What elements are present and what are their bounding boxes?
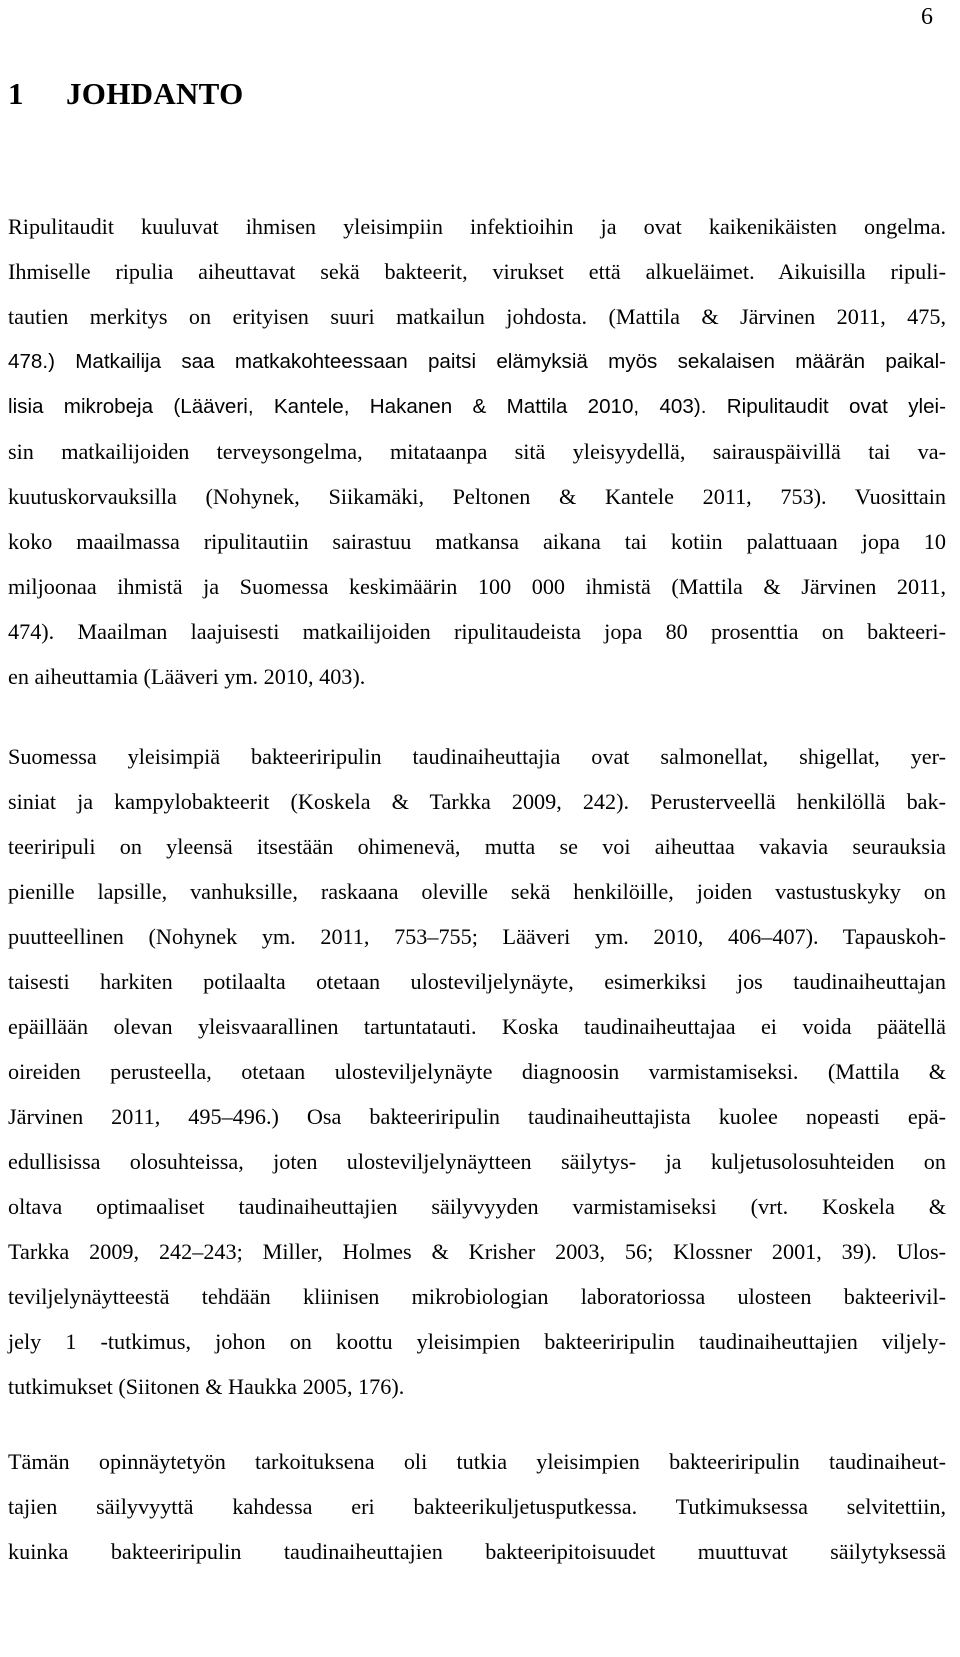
text-line: siniat ja kampylobakteerit (Koskela & Tarkka 2009, 242). Perusterveellä henkilöllä bak- <box>8 789 946 814</box>
text-line: sin matkailijoiden terveysongelma, mitataanpa sitä yleisyydellä, sairauspäivillä tai va- <box>8 439 946 464</box>
paragraph-bacteria <box>8 734 946 1409</box>
text-line: teeriripuli on yleensä itsestään ohimenevä, mutta se voi aiheuttaa vakavia seurauksia <box>8 834 946 859</box>
text-line: kuutuskorvauksilla (Nohynek, Siikamäki, Peltonen & Kantele 2011, 753). Vuosittain <box>8 484 946 509</box>
chapter-heading <box>8 74 244 114</box>
text-line: en aiheuttamia (Lääveri ym. 2010, 403). <box>8 664 366 689</box>
text-line: oireiden perusteella, otetaan ulosteviljelynäyte diagnoosin varmistamiseksi. (Mattila & <box>8 1059 946 1084</box>
text-line: kuinka bakteeriripulin taudinaiheuttajien bakteeripitoisuudet muuttuvat säilytyksessä <box>8 1539 946 1564</box>
text-line: lisia mikrobeja (Lääveri, Kantele, Hakanen & Mattila 2010, 403). Ripulitaudit ovat ylei- <box>8 395 946 418</box>
text-line: 478.) Matkailija saa matkakohteessaan paitsi elämyksiä myös sekalaisen määrän paikal- <box>8 350 946 373</box>
text-line: teviljelynäytteestä tehdään kliinisen mikrobiologian laboratoriossa ulosteen bakteerivil- <box>8 1284 946 1309</box>
text-line: oltava optimaaliset taudinaiheuttajien säilyvyyden varmistamiseksi (vrt. Koskela & <box>8 1194 946 1219</box>
chapter-number: 1 <box>8 76 24 111</box>
text-line: Suomessa yleisimpiä bakteeriripulin taudinaiheuttajia ovat salmonellat, shigellat, yer- <box>8 744 946 769</box>
text-line: epäillään olevan yleisvaarallinen tartuntatauti. Koska taudinaiheuttajaa ei voida päätellä <box>8 1014 946 1039</box>
text-line: tajien säilyvyyttä kahdessa eri bakteerikuljetusputkessa. Tutkimuksessa selvitettiin, <box>8 1494 946 1519</box>
text-line: Ripulitaudit kuuluvat ihmisen yleisimpiin infektioihin ja ovat kaikenikäisten ongelma. <box>8 214 946 239</box>
text-line: puutteellinen (Nohynek ym. 2011, 753–755; Lääveri ym. 2010, 406–407). Tapauskoh- <box>8 924 946 949</box>
paragraph-introduction <box>8 204 946 699</box>
text-line: pienille lapsille, vanhuksille, raskaana oleville sekä henkilöille, joiden vastustuskyky on <box>8 879 946 904</box>
text-line: edullisissa olosuhteissa, joten ulosteviljelynäytteen säilytys- ja kuljetusolosuhteiden on <box>8 1149 946 1174</box>
text-line: miljoonaa ihmistä ja Suomessa keskimäärin 100 000 ihmistä (Mattila & Järvinen 2011, <box>8 574 946 599</box>
text-line: tautien merkitys on erityisen suuri matkailun johdosta. (Mattila & Järvinen 2011, 475, <box>8 304 946 329</box>
text-line: Ihmiselle ripulia aiheuttavat sekä bakteerit, virukset että alkueläimet. Aikuisilla ripuli- <box>8 259 946 284</box>
text-line: jely 1 -tutkimus, johon on koottu yleisimpien bakteeriripulin taudinaiheuttajien viljely- <box>8 1329 946 1354</box>
text-line: tutkimukset (Siitonen & Haukka 2005, 176). <box>8 1374 405 1399</box>
paragraph-purpose <box>8 1439 946 1574</box>
page-number: 6 <box>921 4 933 30</box>
text-line: 474). Maailman laajuisesti matkailijoiden ripulitaudeista jopa 80 prosenttia on bakteeri- <box>8 619 946 644</box>
text-line: taisesti harkiten potilaalta otetaan ulosteviljelynäyte, esimerkiksi jos taudinaiheuttajan <box>8 969 946 994</box>
text-line: koko maailmassa ripulitautiin sairastuu matkansa aikana tai kotiin palattuaan jopa 10 <box>8 529 946 554</box>
text-line: Tarkka 2009, 242–243; Miller, Holmes & Krisher 2003, 56; Klossner 2001, 39). Ulos- <box>8 1239 946 1264</box>
text-line: Tämän opinnäytetyön tarkoituksena oli tutkia yleisimpien bakteeriripulin taudinaiheut- <box>8 1449 946 1474</box>
text-line: Järvinen 2011, 495–496.) Osa bakteeriripulin taudinaiheuttajista kuolee nopeasti epä- <box>8 1104 946 1129</box>
chapter-title: JOHDANTO <box>66 76 244 111</box>
